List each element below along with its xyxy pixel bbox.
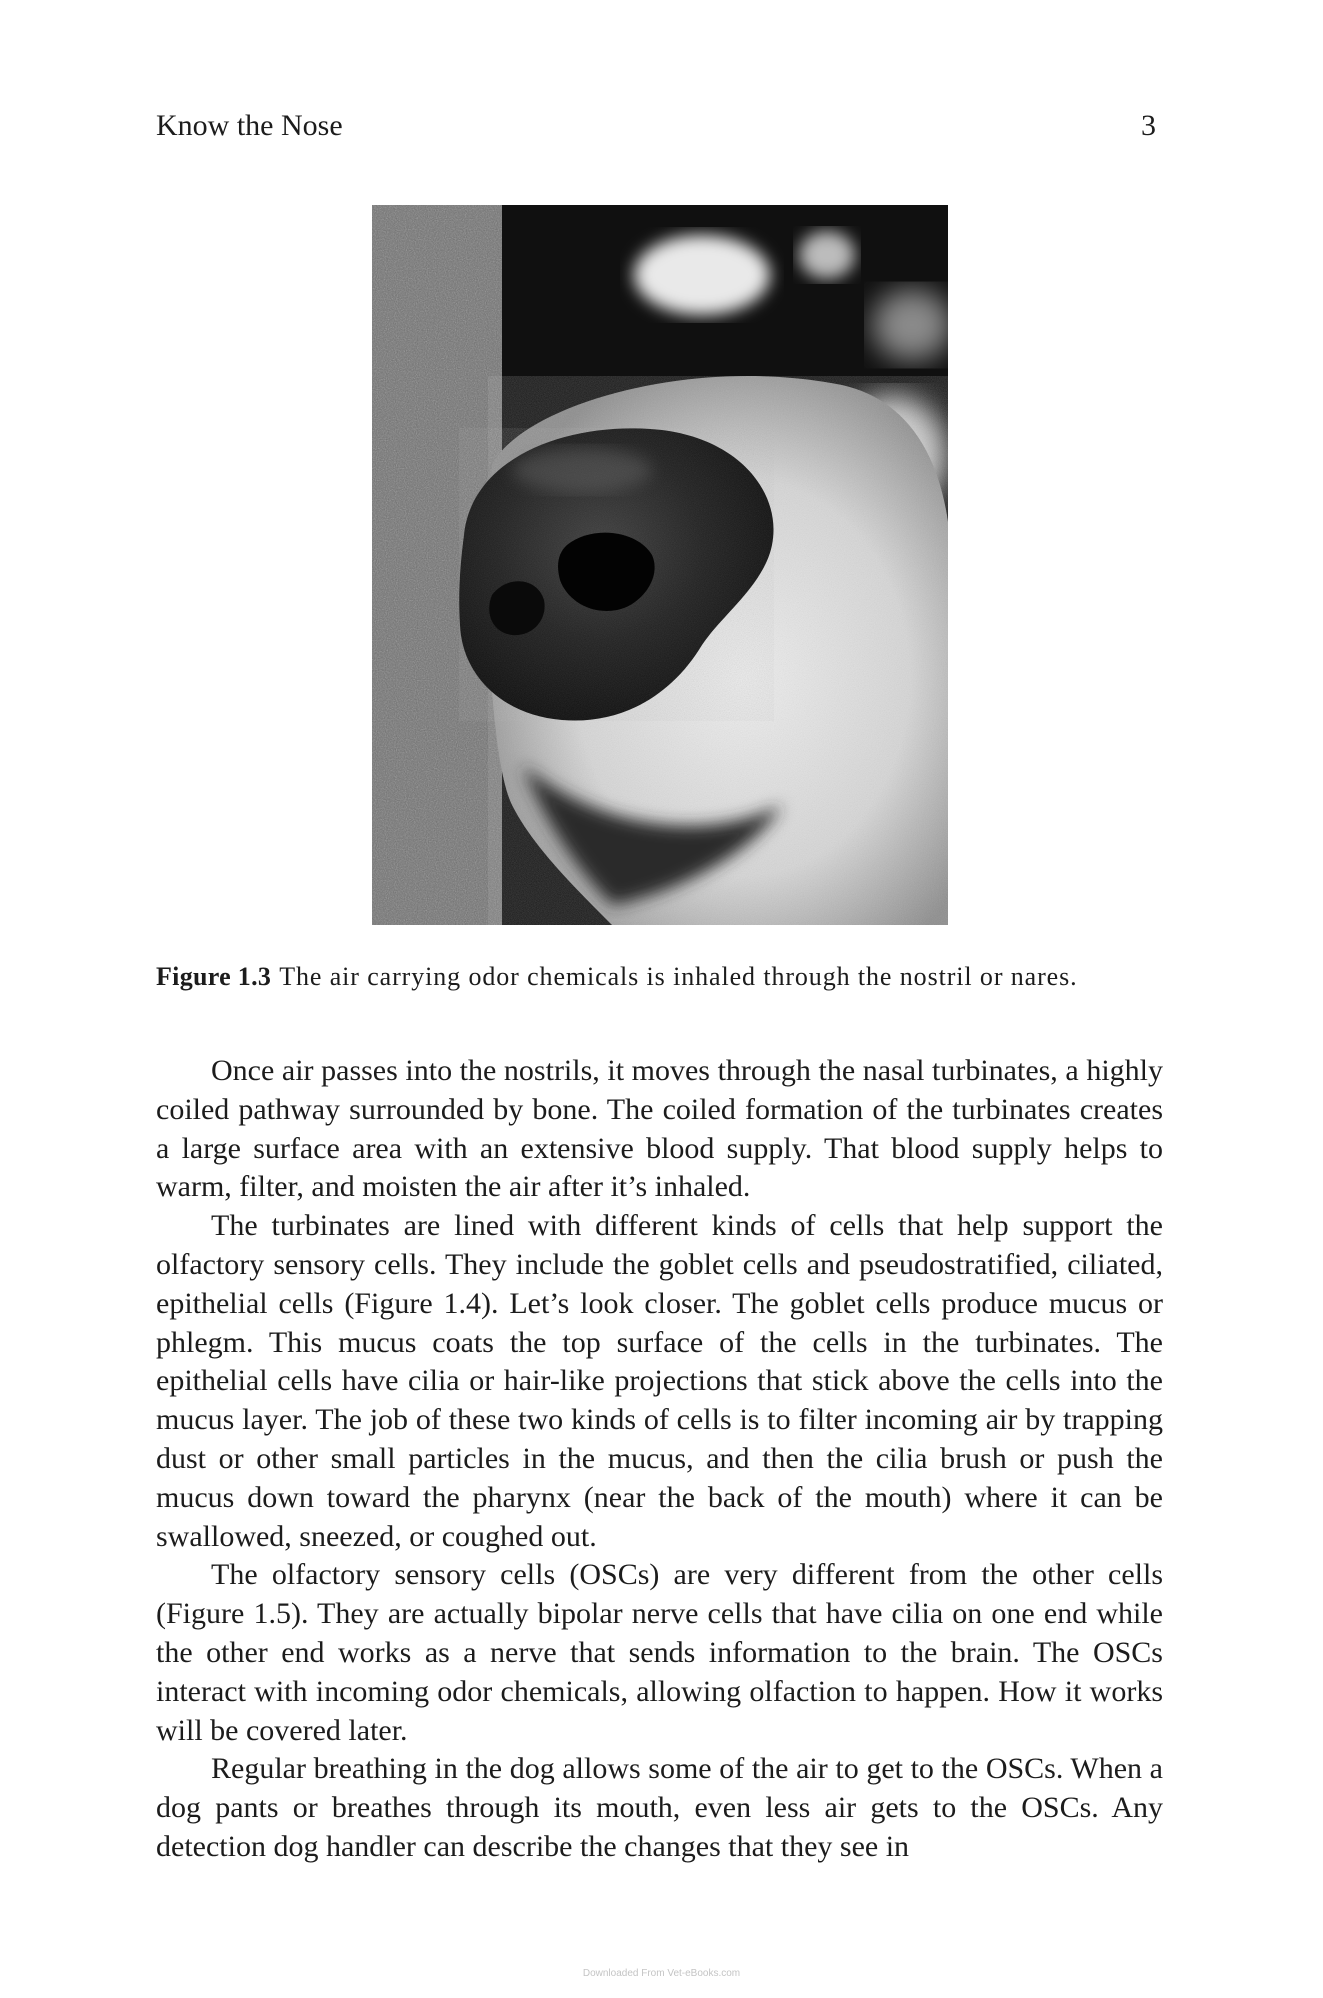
figure-caption (156, 960, 1156, 994)
page-number: 3 (1141, 109, 1156, 142)
figure-label: Figure 1.3 (156, 962, 272, 991)
paragraph: Regular breathing in the dog allows some of the air to get to the OSCs. When a dog pants or breathes through its mouth, even less air gets to the OSCs. Any detection dog handler can describe the changes that they see in (156, 1752, 1163, 1863)
download-watermark: Downloaded From Vet-eBooks.com (582, 1968, 741, 1979)
paragraph: Once air passes into the nostrils, it moves through the nasal turbinates, a highly coiled pathway surrounded by bone. The coiled formation of the turbinates creates a large surface area with an extensive blood supply. That blood supply helps to warm, filter, and moisten the air after it’s inhaled. (156, 1054, 1163, 1204)
running-title: Know the Nose (156, 109, 343, 142)
paragraph: The turbinates are lined with different kinds of cells that help support the olfactory sensory cells. They include the goblet cells and pseudostratified, ciliated, epithelial cells (Figure 1.4). Let’s look closer. The goblet cells produce mucus or phlegm. This mucus coats the top surface of the cells in the turbinates. The epithelial cells have cilia or hair-like projections that stick above the cells into the mucus layer. The job of these two kinds of cells is to filter incoming air by trapping dust or other small particles in the mucus, and then the cilia brush or push the mucus down toward the pharynx (near the back of the mouth) where it can be swallowed, sneezed, or coughed out. (156, 1209, 1163, 1553)
body-text (156, 1052, 1163, 1867)
figure-caption-text: The air carrying odor chemicals is inhaled through the nostril or nares. (279, 962, 1078, 991)
paragraph: The olfactory sensory cells (OSCs) are very different from the other cells (Figure 1.5). They are actually bipolar nerve cells that have cilia on one end while the other end works as a nerve that sends information to the brain. The OSCs interact with incoming odor chemicals, allowing olfaction to happen. How it works will be covered later. (156, 1558, 1163, 1747)
dog-nose-photo (372, 205, 948, 925)
